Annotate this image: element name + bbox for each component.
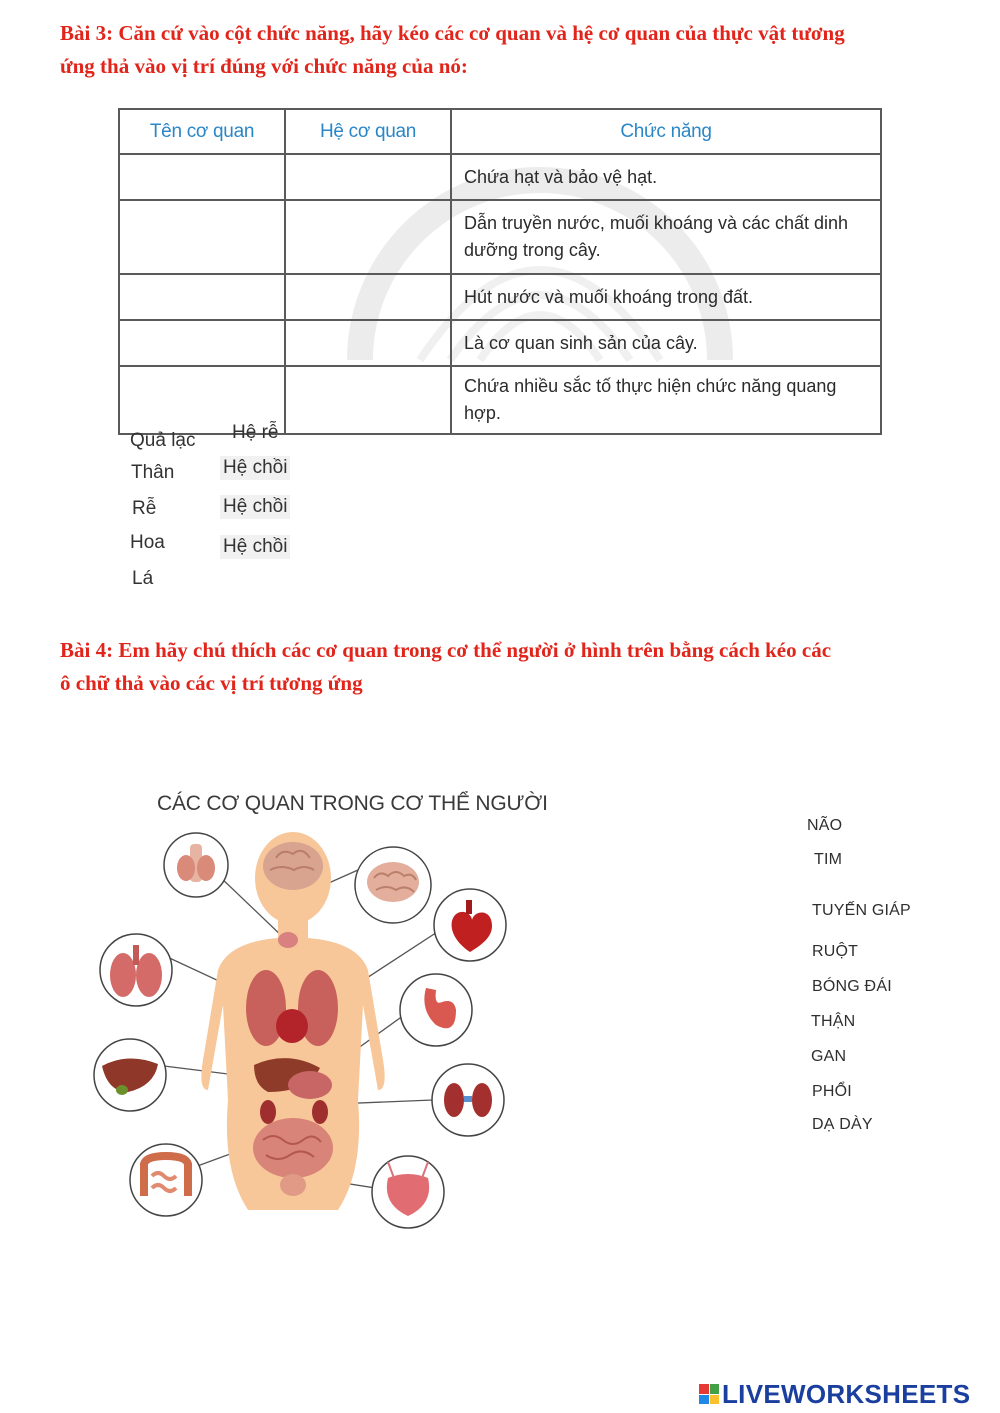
bai4-heading-line1: Bài 4: Em hãy chú thích các cơ quan trong cơ thể người ở hình trên bằng cách kéo các: [60, 638, 832, 662]
liver-circle-icon: [94, 1039, 166, 1111]
drop-zone-system-1[interactable]: [285, 154, 451, 200]
function-cell: Là cơ quan sinh sản của cây.: [451, 320, 881, 366]
brain-circle-icon: [355, 847, 431, 923]
logo-text: LIVEWORKSHEETS: [722, 1378, 971, 1409]
diagram-title: CÁC CƠ QUAN TRONG CƠ THỂ NGƯỜI: [157, 792, 548, 815]
col-header-organ-name: Tên cơ quan: [119, 109, 285, 154]
logo-grid-icon: [699, 1384, 719, 1404]
organ-function-table: [118, 108, 882, 435]
table-row: [119, 274, 881, 320]
drop-zone-organ-1[interactable]: [119, 154, 285, 200]
bladder-circle-icon: [372, 1156, 444, 1228]
drop-zone-system-2[interactable]: [285, 200, 451, 274]
function-cell: Hút nước và muối khoáng trong đất.: [451, 274, 881, 320]
drop-zone-organ-2[interactable]: [119, 200, 285, 274]
table-row: [119, 154, 881, 200]
drag-label-than[interactable]: THẬN: [811, 1013, 856, 1030]
kidneys-circle-icon: [432, 1064, 504, 1136]
bai4-heading-line2: ô chữ thả vào các vị trí tương ứng: [60, 671, 363, 695]
heart-circle-icon: [434, 889, 506, 961]
logo-square-yellow: [710, 1395, 720, 1405]
bai4-heading: [60, 634, 960, 700]
bai3-heading-line1: Bài 3: Căn cứ vào cột chức năng, hãy kéo các cơ quan và hệ cơ quan của thực vật tương: [60, 21, 845, 45]
col-header-organ-system: Hệ cơ quan: [285, 109, 451, 154]
drop-zone-system-4[interactable]: [285, 320, 451, 366]
function-cell: Chứa hạt và bảo vệ hạt.: [451, 154, 881, 200]
human-organs-diagram: [88, 830, 508, 1260]
thyroid-circle-icon: [164, 833, 228, 897]
bai3-heading-line2: ứng thả vào vị trí đúng với chức năng của nó:: [60, 54, 468, 78]
drag-option-he-choi-3[interactable]: Hệ chồi: [220, 535, 290, 559]
drag-label-phoi[interactable]: PHỔI: [812, 1083, 852, 1100]
drag-option-he-re[interactable]: Hệ rễ: [232, 422, 279, 443]
drag-option-qua-lac[interactable]: Quả lạc: [130, 430, 196, 451]
drag-label-nao[interactable]: NÃO: [807, 817, 843, 834]
logo-square-green: [710, 1384, 720, 1394]
drag-label-tuyen-giap[interactable]: TUYẾN GIÁP: [812, 902, 911, 919]
lungs-circle-icon: [100, 934, 172, 1006]
drag-option-than[interactable]: Thân: [131, 462, 175, 483]
col-header-function: Chức năng: [451, 109, 881, 154]
drag-label-tim[interactable]: TIM: [814, 851, 843, 868]
drag-label-gan[interactable]: GAN: [811, 1048, 847, 1065]
drag-option-he-choi-2[interactable]: Hệ chồi: [220, 495, 290, 519]
drop-zone-organ-4[interactable]: [119, 320, 285, 366]
drop-zone-organ-3[interactable]: [119, 274, 285, 320]
drag-label-ruot[interactable]: RUỘT: [812, 943, 859, 960]
drag-option-he-choi-1[interactable]: Hệ chồi: [220, 456, 290, 480]
function-cell: Chứa nhiều sắc tố thực hiện chức năng quang hợp.: [451, 366, 881, 434]
table-row: [119, 320, 881, 366]
table-row: [119, 200, 881, 274]
logo-square-blue: [699, 1395, 709, 1405]
drag-label-da-day[interactable]: DẠ DÀY: [812, 1116, 873, 1133]
drag-label-bong-dai[interactable]: BÓNG ĐÁI: [812, 978, 892, 995]
drag-option-hoa[interactable]: Hoa: [130, 532, 165, 553]
liveworksheets-logo: [699, 1380, 970, 1408]
stomach-circle-icon: [400, 974, 472, 1046]
intestine-circle-icon: [130, 1144, 202, 1216]
drag-option-re[interactable]: Rễ: [132, 498, 157, 519]
function-cell: Dẫn truyền nước, muối khoáng và các chất dinh dưỡng trong cây.: [451, 200, 881, 274]
drop-zone-system-3[interactable]: [285, 274, 451, 320]
drop-zone-system-5[interactable]: [285, 366, 451, 434]
logo-square-red: [699, 1384, 709, 1394]
table-header-row: [119, 109, 881, 154]
drag-option-la[interactable]: Lá: [132, 568, 154, 589]
